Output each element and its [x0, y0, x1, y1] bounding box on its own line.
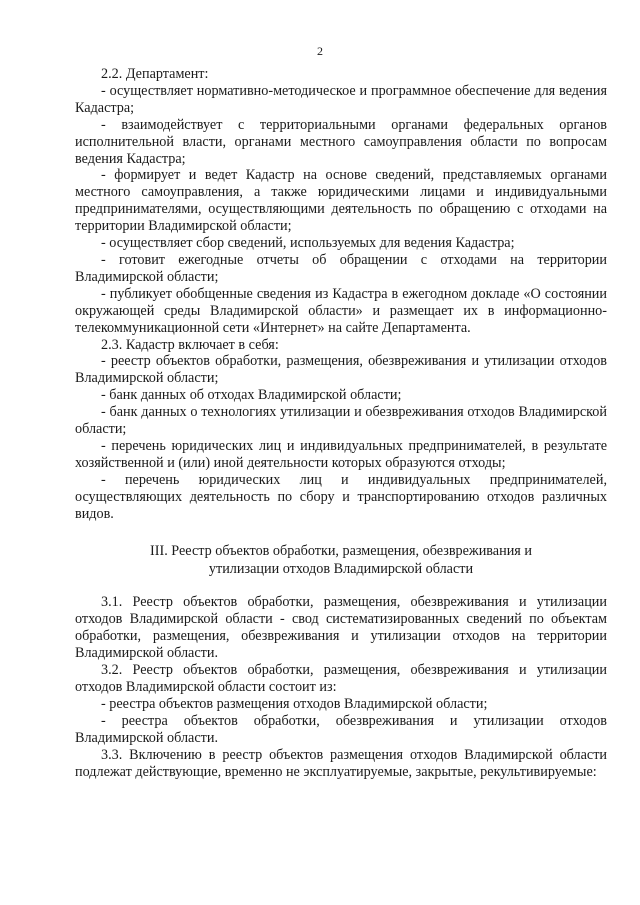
list-item: - реестра объектов обработки, обезвреживания и утилизации отходов Владимирской области. — [75, 712, 607, 746]
list-item: - перечень юридических лиц и индивидуальных предпринимателей, осуществляющих деятельность по сбору и транспортированию отходов различных видов. — [75, 471, 607, 522]
list-item: - реестр объектов обработки, размещения, обезвреживания и утилизации отходов Владимирской области; — [75, 353, 607, 387]
paragraph-3-3: 3.3. Включению в реестр объектов размещения отходов Владимирской области подлежат действующие, временно не эксплуатируемые, закрытые, рекультивируемые: — [75, 746, 607, 780]
section-heading-line2: утилизации отходов Владимирской области — [208, 561, 474, 578]
paragraph-3-1: 3.1. Реестр объектов обработки, размещения, обезвреживания и утилизации отходов Владимирской области - свод систематизированных сведений по объектам обработки, размещения, обезвреживания и утилизации отходов на территории Владимирской области. — [75, 594, 607, 662]
paragraph-2-2: 2.2. Департамент: — [101, 66, 209, 82]
list-item: - готовит ежегодные отчеты об обращении с отходами на территории Владимирской области; — [75, 251, 607, 285]
document-body — [75, 66, 607, 780]
page-number: 2 — [317, 44, 323, 58]
list-item: - публикует обобщенные сведения из Кадастра в ежегодном докладе «О состоянии окружающей среды Владимирской области» и размещает их в информационно-телекоммуникационной сети «Интернет» на сайте Департамента. — [75, 285, 607, 336]
paragraph-2-3: 2.3. Кадастр включает в себя: — [101, 336, 279, 353]
list-item: - банк данных об отходах Владимирской области; — [101, 387, 402, 404]
list-item: - формирует и ведет Кадастр на основе сведений, представляемых органами местного самоуправления, а также юридическими лицами и индивидуальными предпринимателями, осуществляющими деятельность по обращению с отходами на территории Владимирской области; — [75, 167, 607, 235]
list-item: - осуществляет сбор сведений, используемых для ведения Кадастра; — [101, 235, 515, 252]
section-heading-line1: III. Реестр объектов обработки, размещения, обезвреживания и — [150, 543, 532, 560]
list-item: - перечень юридических лиц и индивидуальных предпринимателей, в результате хозяйственной и (или) иной деятельности которых образуются отходы; — [75, 437, 607, 471]
list-item: - банк данных о технологиях утилизации и обезвреживания отходов Владимирской области; — [75, 404, 607, 438]
list-item: - осуществляет нормативно-методическое и программное обеспечение для ведения Кадастра; — [75, 82, 607, 116]
list-item: - взаимодействует с территориальными органами федеральных органов исполнительной власти, органами местного самоуправления области по вопросам ведения Кадастра; — [75, 116, 607, 167]
section-heading — [75, 542, 607, 578]
paragraph-3-2: 3.2. Реестр объектов обработки, размещения, обезвреживания и утилизации отходов Владимирской области состоит из: — [75, 662, 607, 695]
list-item: - реестра объектов размещения отходов Владимирской области; — [101, 695, 488, 712]
